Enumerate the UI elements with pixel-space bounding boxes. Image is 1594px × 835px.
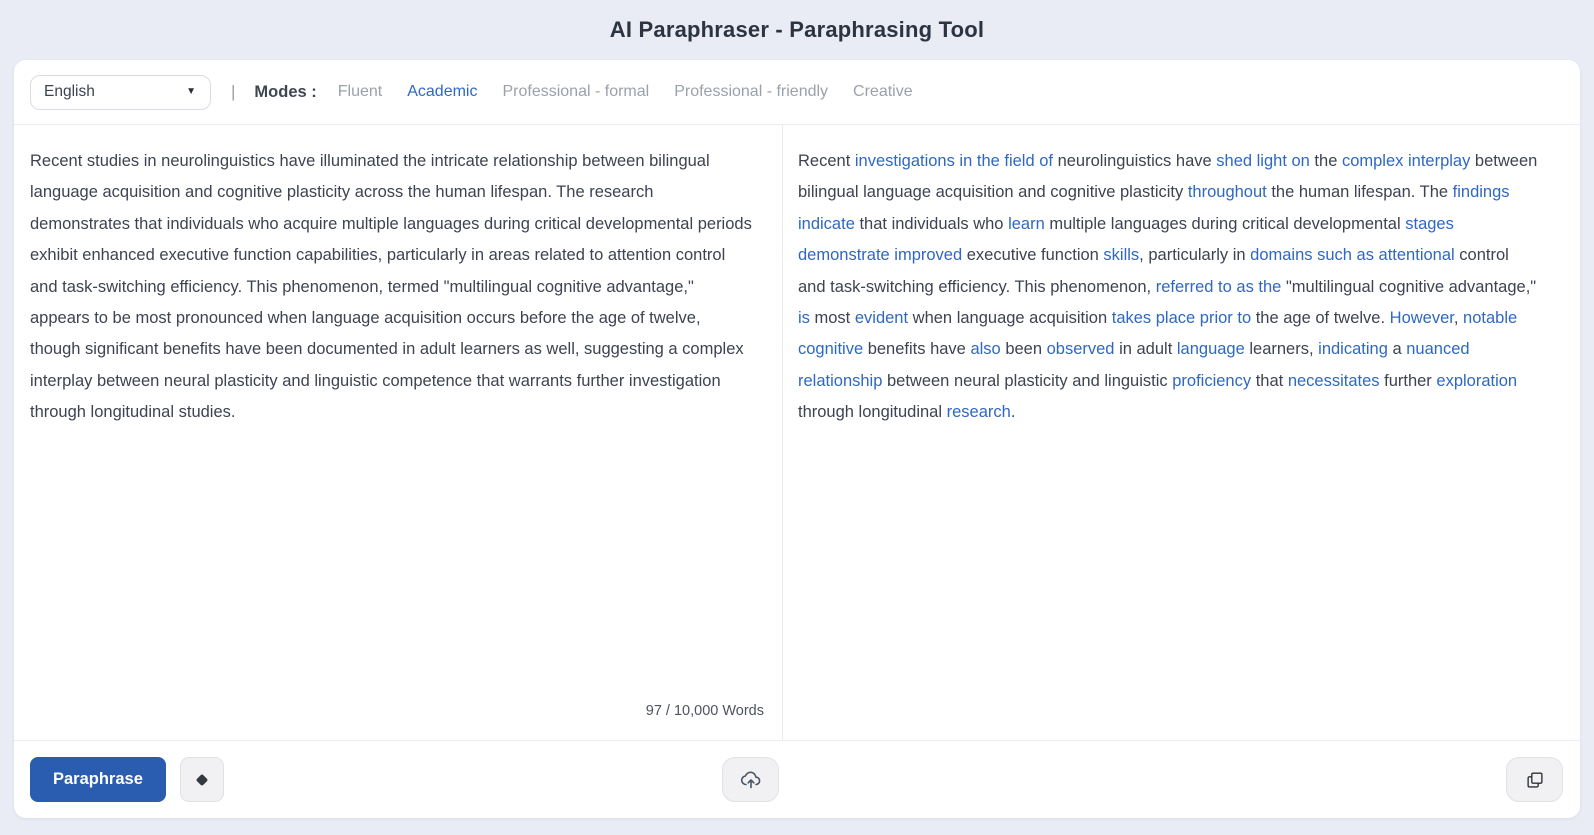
unchanged-text: learners, <box>1244 340 1319 359</box>
unchanged-text: been <box>1000 340 1047 359</box>
modes-list <box>338 83 913 101</box>
changed-phrase[interactable]: investigations in the field of <box>854 152 1053 170</box>
changed-phrase[interactable]: notable cognitive <box>798 309 1522 359</box>
language-select[interactable] <box>30 75 211 110</box>
unchanged-text: when language acquisition <box>908 309 1112 328</box>
eraser-icon <box>191 769 213 791</box>
changed-phrase[interactable]: findings indicate <box>798 183 1515 233</box>
paraphraser-card <box>14 60 1580 818</box>
copy-icon <box>1524 769 1546 791</box>
input-panel <box>14 125 783 740</box>
changed-phrase[interactable]: However <box>1389 309 1454 328</box>
header <box>0 0 1594 60</box>
mode-professional-formal[interactable]: Professional - formal <box>502 83 650 100</box>
unchanged-text: multiple languages during critical developmental <box>1044 214 1406 233</box>
unchanged-text: executive function <box>962 246 1104 265</box>
unchanged-text: control and task-switching efficiency. This phenomenon, <box>798 246 1514 296</box>
unchanged-text: neurolinguistics have <box>1053 152 1217 170</box>
unchanged-text: the human lifespan. The <box>1266 183 1453 202</box>
unchanged-text: the age of twelve. <box>1251 309 1390 328</box>
mode-academic[interactable]: Academic <box>407 83 478 100</box>
toolbar-separator: | <box>231 82 236 101</box>
changed-phrase[interactable]: necessitates <box>1287 371 1380 390</box>
output-text <box>798 146 1542 429</box>
unchanged-text: a <box>1387 340 1407 359</box>
input-text[interactable]: Recent studies in neurolinguistics have illuminated the intricate relationship between bilingual language acquisition and cognitive plasticity across the human lifespan. The research demonstrates that individuals who acquire multiple languages during critical developmental periods exhibit enhanced executive function capabilities, particularly in areas related to attention control and task-switching efficiency. This phenomenon, termed "multilingual cognitive advantage," appears to be most pronounced when language acquisition occurs before the age of twelve, though significant benefits have been documented in adult learners as well, suggesting a complex interplay between neural plasticity and linguistic competence that warrants further investigation through longitudinal studies. <box>30 152 757 422</box>
copy-button[interactable] <box>1506 757 1563 802</box>
unchanged-text: . <box>1010 403 1016 422</box>
unchanged-text: most <box>809 309 855 328</box>
unchanged-text: between neural plasticity and linguistic <box>882 371 1173 390</box>
modes-label: Modes : <box>254 82 317 101</box>
page-title: AI Paraphraser - Paraphrasing Tool <box>609 17 985 42</box>
unchanged-text: in adult <box>1114 340 1177 359</box>
unchanged-text: , <box>1453 309 1464 328</box>
word-count: 97 / 10,000 Words <box>645 703 764 719</box>
changed-phrase[interactable]: evident <box>854 309 909 328</box>
changed-phrase[interactable]: skills <box>1103 246 1140 265</box>
unchanged-text: , particularly in <box>1139 246 1251 265</box>
changed-phrase[interactable]: also <box>970 340 1001 359</box>
changed-phrase[interactable]: observed <box>1046 340 1115 359</box>
paraphrase-button[interactable]: Paraphrase <box>30 757 166 802</box>
main-area <box>14 125 1580 740</box>
unchanged-text: through longitudinal <box>798 371 1522 422</box>
unchanged-text: benefits have <box>863 340 971 359</box>
unchanged-text: further <box>1379 371 1437 390</box>
action-bar <box>14 740 1580 818</box>
toolbar <box>14 60 1580 125</box>
changed-phrase[interactable]: takes place prior to <box>1111 309 1252 328</box>
changed-phrase[interactable]: is <box>798 309 810 328</box>
unchanged-text: that <box>1251 371 1288 390</box>
mode-creative[interactable]: Creative <box>853 83 913 100</box>
changed-phrase[interactable]: stages demonstrate improved <box>798 214 1459 265</box>
language-select-value: English <box>44 83 95 100</box>
changed-phrase[interactable]: language <box>1176 340 1245 359</box>
unchanged-text: that individuals who <box>854 214 1009 233</box>
mode-professional-friendly[interactable]: Professional - friendly <box>674 83 829 100</box>
changed-phrase[interactable]: shed light on <box>1216 152 1310 170</box>
unchanged-text: Recent <box>798 152 855 170</box>
upload-button[interactable] <box>722 757 779 802</box>
erase-button[interactable] <box>180 757 224 802</box>
changed-phrase[interactable]: domains such as attentional <box>1250 246 1455 265</box>
changed-phrase[interactable]: research <box>946 403 1011 422</box>
changed-phrase[interactable]: referred to as the <box>1155 277 1282 296</box>
changed-phrase[interactable]: complex interplay <box>1341 152 1471 170</box>
unchanged-text: "multilingual cognitive advantage," <box>1281 277 1541 296</box>
changed-phrase[interactable]: proficiency <box>1172 371 1252 390</box>
changed-phrase[interactable]: learn <box>1008 214 1045 233</box>
mode-fluent[interactable]: Fluent <box>337 83 383 100</box>
cloud-upload-icon <box>739 768 763 792</box>
changed-phrase[interactable]: indicating <box>1318 340 1388 359</box>
unchanged-text: the <box>1309 152 1342 170</box>
changed-phrase[interactable]: nuanced relationship <box>798 340 1475 390</box>
unchanged-text: between bilingual language acquisition and cognitive plasticity <box>798 152 1542 202</box>
changed-phrase[interactable]: throughout <box>1187 183 1267 202</box>
output-panel <box>783 125 1580 740</box>
chevron-down-icon: ▼ <box>186 86 196 97</box>
changed-phrase[interactable]: exploration <box>1436 371 1518 390</box>
